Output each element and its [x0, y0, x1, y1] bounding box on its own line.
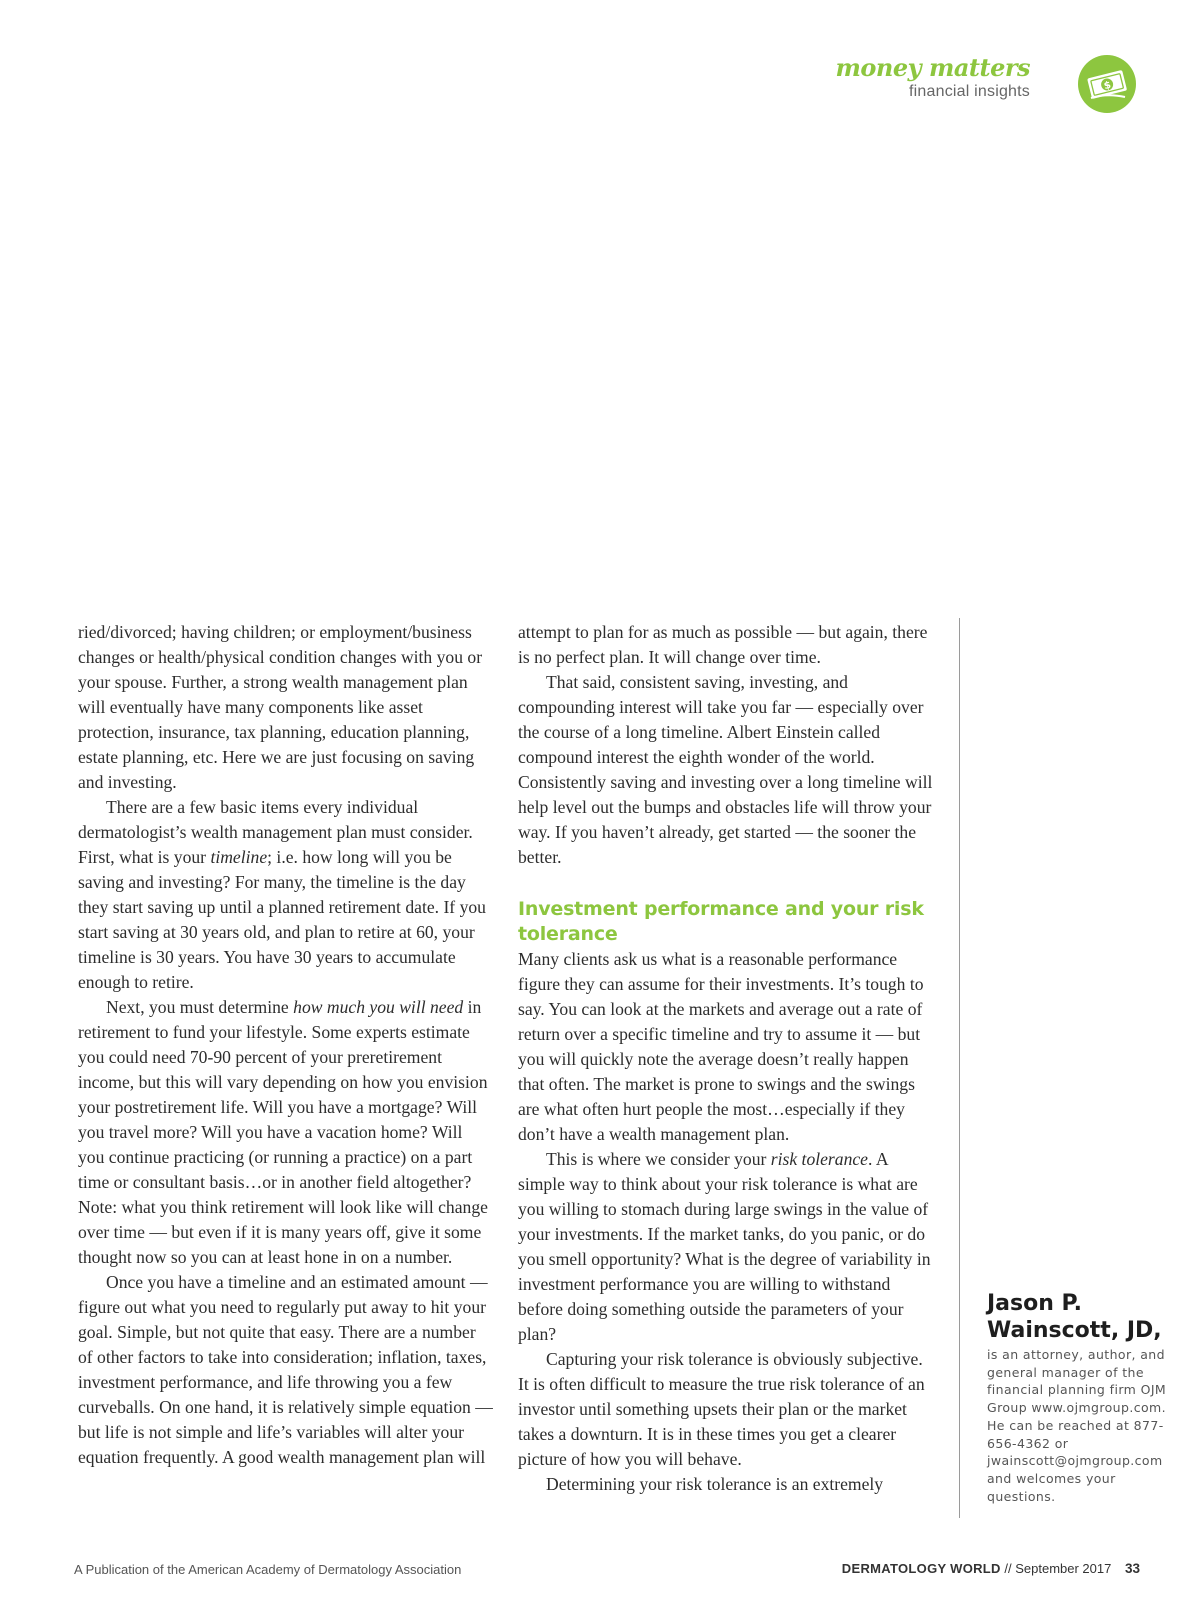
footer-publication: A Publication of the American Academy of Dermatology Association [74, 1562, 462, 1577]
section-heading: Investment performance and your risk tolerance [518, 898, 924, 945]
footer-folio [842, 1561, 1140, 1576]
emphasis-timeline: timeline [210, 847, 268, 867]
paragraph: That said, consistent saving, investing, and compounding interest will take you far — especially over the course of a long timeline. Albert Einstein called compound interest the eighth wonder of the world. Consistently saving and investing over a long timeline will help level out the bumps and obstacles life will throw your way. If you haven’t already, get started — the sooner the better. [518, 672, 933, 867]
paragraph: Capturing your risk tolerance is obviously subjective. It is often difficult to measure the true risk tolerance of an investor until something upsets their plan or the market takes a downturn. It is in these times you get a clearer picture of how you will behave. [518, 1349, 925, 1469]
paragraph: Once you have a timeline and an estimated amount — figure out what you need to regularly put away to hit your goal. Simple, but not quite that easy. There are a number of other factors to take into consideration; inflation, taxes, investment performance, and life throwing you a few curveballs. On one hand, it is relatively simple equation — but life is not simple and life’s variables will alter your equation frequently. A good wealth management plan will [78, 1272, 493, 1467]
emphasis-how-much: how much you will need [293, 997, 464, 1017]
article-column-2 [518, 620, 933, 1497]
paragraph: Many clients ask us what is a reasonable performance figure they can assume for their investments. It’s tough to say. You can look at the markets and average out a rate of return over a specific timeline and try to assume it — but you will quickly note the average doesn’t really happen that often. The market is prone to swings and the swings are what often hurt people the most…especially if they don’t have a wealth management plan. [518, 949, 924, 1144]
column-divider [959, 618, 960, 1518]
magazine-name: DERMATOLOGY WORLD [841, 1561, 1001, 1576]
author-bio [987, 1290, 1167, 1505]
paragraph: Determining your risk tolerance is an extremely [546, 1474, 884, 1494]
emphasis-risk-tolerance: risk tolerance [770, 1149, 868, 1169]
folio-separator: // [1004, 1561, 1012, 1576]
page-number: 33 [1124, 1561, 1140, 1576]
paragraph: Next, you must determine how much you will need in retirement to fund your lifestyle. Some experts estimate you could need 70-90 percent of your preretirement income, but this will vary depending on how you envision your postretirement life. Will you have a mortgage? Will you travel more? Will you have a vacation home? Will you continue practicing (or running a practice) on a part time or consultant basis…or in another field altogether? Note: what you think retirement will look like will change over time — but even if it is many years off, give it some thought now so you can at least hone in on a number. [78, 997, 488, 1267]
author-name: Jason P. Wainscott, JD, [987, 1291, 1162, 1343]
issue-date: September 2017 [1015, 1561, 1112, 1576]
svg-text:$: $ [1102, 79, 1113, 93]
paragraph: ried/divorced; having children; or employment/business changes or health/physical condition changes with you or your spouse. Further, a strong wealth management plan will eventually have many components like asset protection, insurance, tax planning, education planning, estate planning, etc. Here we are just focusing on saving and investing. [78, 622, 483, 792]
paragraph: This is where we consider your risk tolerance. A simple way to think about your risk tolerance is what are you willing to stomach during large swings in the value of your investments. If the market tanks, do you panic, or do you smell opportunity? What is the degree of variability in investment performance you are willing to withstand before doing something outside the parameters of your plan? [518, 1149, 931, 1344]
author-description: is an attorney, author, and general manager of the financial planning firm OJM Group www.ojmgroup.com. He can be reached at 877-656-4362 or jwainscott@ojmgroup.com and welcomes your questions. [987, 1347, 1167, 1504]
paragraph: attempt to plan for as much as possible — but again, there is no perfect plan. It will change over time. [518, 622, 928, 667]
section-title: money matters [835, 53, 1030, 82]
dollar-bill-icon [1078, 55, 1136, 113]
article-column-1 [78, 620, 493, 1470]
section-subtitle: financial insights [909, 83, 1030, 100]
section-header [836, 54, 1030, 102]
paragraph: There are a few basic items every individual dermatologist’s wealth management plan must consider. First, what is your timeline; i.e. how long will you be saving and investing? For many, the timeline is the day they start saving up until a planned retirement date. If you start saving at 30 years old, and plan to retire at 60, your timeline is 30 years. You have 30 years to accumulate enough to retire. [78, 797, 486, 992]
